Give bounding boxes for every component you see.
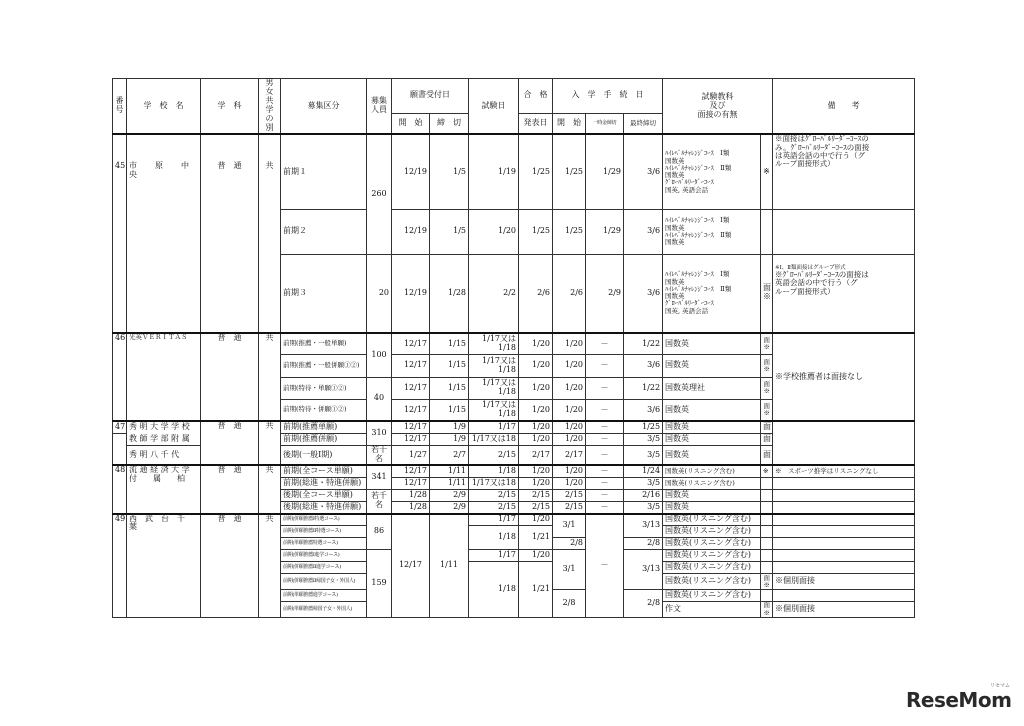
enroll-temp: － [586, 333, 624, 355]
header-pass: 合 格 [519, 79, 553, 114]
school-coed: 共 [259, 421, 281, 465]
enroll-start: 3/1 [553, 550, 586, 590]
remarks: ※個別面接 [773, 602, 915, 618]
enroll-final: 3/6 [624, 254, 663, 333]
enroll-final: 3/6 [624, 399, 663, 421]
exam-day: 2/15 [469, 489, 519, 501]
capacity: 310 [367, 421, 392, 445]
school-coed: 共 [259, 333, 281, 422]
exam-day: 1/17又は 1/18 [469, 399, 519, 421]
exam-day: 1/17又は 1/18 [469, 377, 519, 399]
interview-mark: 面※ [761, 355, 773, 377]
enroll-temp: － [586, 477, 624, 489]
table-row [113, 134, 915, 210]
school-number-spacer [113, 433, 127, 445]
school-name: 光英ＶＥＲＩＴＡＳ [127, 333, 201, 422]
resemom-logo-sub: リセマム [990, 683, 1010, 689]
enroll-start: 1/20 [553, 399, 586, 421]
exam-day: 1/17又は18 [469, 433, 519, 445]
app-end: 1/11 [430, 465, 469, 477]
header-enroll-start: 開 始 [553, 113, 586, 134]
app-start: 12/19 [392, 254, 430, 333]
category: 前期(併願推薦Ⅱ帰国子女・外国人) [281, 574, 367, 590]
subjects: 国数英 [663, 433, 761, 445]
interview-mark: 面 [761, 421, 773, 433]
category: 後期(一般Ⅰ期) [281, 446, 367, 466]
capacity: 159 [367, 550, 392, 618]
enroll-temp: － [586, 514, 624, 618]
subjects: 国数英 [663, 399, 761, 421]
school-coed: 共 [259, 514, 281, 618]
subjects: 国数英 [663, 501, 761, 513]
interview-mark [761, 590, 773, 602]
header-num: 番 号 [113, 79, 127, 135]
interview-mark: 面※ [761, 377, 773, 399]
remarks [773, 501, 915, 513]
app-start: 12/17 [392, 333, 430, 355]
table-row [113, 421, 915, 433]
school-dept: 普 通 [201, 465, 259, 513]
pass-day: 2/17 [519, 446, 553, 466]
exam-day: 2/2 [469, 254, 519, 333]
enroll-final: 3/5 [624, 501, 663, 513]
subjects: 国数英 [663, 489, 761, 501]
enroll-final: 3/13 [624, 514, 663, 538]
enroll-temp: － [586, 446, 624, 466]
enroll-final: 1/22 [624, 377, 663, 399]
school-name: 市 原 中 央 [127, 134, 201, 333]
enroll-temp: 1/29 [586, 210, 624, 254]
school-name-line-2: 付 属 柏 [129, 474, 185, 484]
pass-day: 1/20 [519, 465, 553, 477]
enroll-final: 1/22 [624, 333, 663, 355]
capacity: 40 [367, 377, 392, 421]
enroll-start: 2/8 [553, 590, 586, 618]
header-app-end: 締 切 [430, 113, 469, 134]
school-number: 49 [113, 514, 127, 618]
header-enroll-final: 最終締切 [624, 113, 663, 134]
enroll-start: 2/6 [553, 254, 586, 333]
pass-day: 1/20 [519, 550, 553, 562]
app-end: 1/28 [430, 254, 469, 333]
enroll-temp: － [586, 501, 624, 513]
pass-day: 1/21 [519, 526, 553, 550]
capacity: 若干名 [367, 446, 392, 466]
category: 後期(総進・特進併願) [281, 501, 367, 513]
enroll-start: 1/20 [553, 355, 586, 377]
capacity: 若千名 [367, 489, 392, 513]
enroll-start: 1/25 [553, 210, 586, 254]
app-end: 1/5 [430, 134, 469, 210]
app-end: 1/15 [430, 333, 469, 355]
category: 前期(単願推薦進学コース) [281, 590, 367, 602]
category: 前期２ [281, 210, 367, 254]
pass-day: 1/20 [519, 514, 553, 526]
enroll-temp: 2/9 [586, 254, 624, 333]
remarks [773, 477, 915, 489]
header-coed: 男 女 共 学 の 別 [259, 79, 281, 135]
capacity: 100 [367, 333, 392, 377]
app-start: 12/17 [392, 514, 430, 618]
header-capacity: 募集 人員 [367, 79, 392, 135]
app-end: 1/11 [430, 514, 469, 618]
pass-day: 1/20 [519, 377, 553, 399]
category: 前期(推薦単願) [281, 421, 367, 433]
capacity: 260 [367, 134, 392, 254]
interview-mark [761, 550, 773, 562]
enroll-final: 1/24 [624, 465, 663, 477]
subjects: 国数英(リスニング含む) [663, 526, 761, 538]
subjects: 国数英(リスニング含む) [663, 538, 761, 550]
subjects: 国数英(リスニング含む) [663, 477, 761, 489]
app-end: 1/15 [430, 355, 469, 377]
exam-day: 1/17 [469, 421, 519, 433]
admission-schedule-table [112, 78, 915, 618]
exam-day: 2/15 [469, 501, 519, 513]
subjects: 国数英理社 [663, 377, 761, 399]
school-name-line-2: 教 師 学 部 附 属 [127, 433, 201, 445]
remarks [773, 254, 915, 333]
capacity: 86 [367, 514, 392, 550]
school-dept: 普 通 [201, 514, 259, 618]
app-end: 1/11 [430, 477, 469, 489]
enroll-final: 3/5 [624, 477, 663, 489]
category: 前期１ [281, 134, 367, 210]
capacity: 341 [367, 465, 392, 489]
exam-day: 1/18 [469, 526, 519, 550]
enroll-temp: － [586, 377, 624, 399]
interview-mark [761, 562, 773, 574]
category: 前期(単願推薦帰国子女・外国人) [281, 602, 367, 618]
interview-mark: 面※ [761, 254, 773, 333]
school-number: 47 [113, 421, 127, 433]
pass-day: 2/6 [519, 254, 553, 333]
pass-day: 1/20 [519, 421, 553, 433]
category: 前期(単願推薦特選コース) [281, 538, 367, 550]
header-app-start: 開 始 [392, 113, 430, 134]
app-end: 2/7 [430, 446, 469, 466]
pass-day: 1/20 [519, 399, 553, 421]
app-start: 12/19 [392, 210, 430, 254]
app-start: 12/17 [392, 377, 430, 399]
pass-day: 2/15 [519, 489, 553, 501]
exam-day: 1/19 [469, 134, 519, 210]
subjects: 国数英(リスニング含む) [663, 550, 761, 562]
subjects: 国数英(リスニング含む) [663, 562, 761, 574]
subjects: 国数英 [663, 355, 761, 377]
subjects: 国数英 [663, 446, 761, 466]
enroll-temp: － [586, 433, 624, 445]
subjects: 国数英(リスニング含む) [663, 514, 761, 526]
exam-day: 2/15 [469, 446, 519, 466]
header-enroll: 入 学 手 続 日 [553, 79, 663, 114]
table-row [113, 514, 915, 526]
enroll-start: 1/20 [553, 377, 586, 399]
enroll-temp: 1/29 [586, 134, 624, 210]
resemom-logo: ReseMom [906, 688, 1012, 712]
header-subjects: 試験教科 及び 面接の有無 [663, 79, 773, 135]
subjects: ﾊｲﾚﾍﾞﾙﾁｬﾚﾝｼﾞｺｰｽ Ⅰ類 国数英 ﾊｲﾚﾍﾞﾙﾁｬﾚﾝｼﾞｺｰｽ Ⅱ類 国数英 ｸﾞﾛｰﾊﾞﾙﾘｰﾀﾞｰｺｰｽ 国英, 英語会話 [663, 134, 761, 210]
school-dept: 普 通 [201, 134, 259, 333]
enroll-final: 1/25 [624, 421, 663, 433]
remarks-small: ※Ⅰ、Ⅱ類面接はグループ形式 [775, 264, 846, 271]
app-end: 1/9 [430, 433, 469, 445]
subjects: 国数英(リスニング含む) [663, 574, 761, 590]
subjects: 国数英(リスニング含む) [663, 590, 761, 602]
interview-mark: 面 [761, 433, 773, 445]
table-row [113, 333, 915, 355]
interview-mark: ※ [761, 134, 773, 210]
header-row-1 [113, 79, 915, 114]
interview-mark: ※ [761, 465, 773, 477]
header-application: 願書受付日 [392, 79, 469, 114]
enroll-start: 1/20 [553, 421, 586, 433]
remarks [773, 210, 915, 254]
enroll-start: 1/20 [553, 333, 586, 355]
header-dept: 学 科 [201, 79, 259, 135]
pass-day: 1/20 [519, 333, 553, 355]
subjects: 作文 [663, 602, 761, 618]
header-category: 募集区分 [281, 79, 367, 135]
interview-mark [761, 514, 773, 526]
enroll-start: 1/25 [553, 134, 586, 210]
app-start: 1/28 [392, 489, 430, 501]
enroll-start: 3/1 [553, 514, 586, 538]
enroll-final: 3/5 [624, 446, 663, 466]
exam-day: 1/18 [469, 562, 519, 618]
interview-mark: 面※ [761, 333, 773, 355]
app-end: 1/15 [430, 377, 469, 399]
school-name-line-1: 秀 明 大 学 学 校 [127, 421, 201, 433]
enroll-start: 1/20 [553, 433, 586, 445]
pass-day: 1/25 [519, 134, 553, 210]
app-end: 2/9 [430, 501, 469, 513]
interview-mark: 面※ [761, 602, 773, 618]
remarks [773, 526, 915, 538]
category: 前期(併願推薦Ⅱ進学コース) [281, 562, 367, 574]
app-end: 1/15 [430, 399, 469, 421]
exam-day: 1/17又は18 [469, 477, 519, 489]
enroll-temp: － [586, 489, 624, 501]
enroll-final: 2/8 [624, 590, 663, 618]
category: 前期(全コース単願) [281, 465, 367, 477]
remarks: ※面接はｸﾞﾛｰﾊﾞﾙﾘｰﾀﾞｰｺｰｽの み。ｸﾞﾛｰﾊﾞﾙﾘｰﾀﾞｰｺｰｽの面接 は英語会話の中で行う（グ ループ面接形式） [773, 134, 915, 210]
remarks-text: ※ｸﾞﾛｰﾊﾞﾙﾘｰﾀﾞｰｺｰｽの面接は 英語会話の中で行う（グ ループ面接形式） [775, 269, 869, 296]
interview-mark: 面※ [761, 574, 773, 590]
interview-mark [761, 538, 773, 550]
header-exam-day: 試験日 [469, 79, 519, 135]
capacity: 20 [367, 254, 392, 333]
enroll-final: 3/6 [624, 134, 663, 210]
app-end: 1/5 [430, 210, 469, 254]
category: 前期(併願推薦Ⅰ進学コース) [281, 550, 367, 562]
enroll-final: 3/13 [624, 550, 663, 590]
pass-day: 1/20 [519, 355, 553, 377]
subjects: ﾊｲﾚﾍﾞﾙﾁｬﾚﾝｼﾞｺｰｽ Ⅰ類 国数英 ﾊｲﾚﾍﾞﾙﾁｬﾚﾝｼﾞｺｰｽ Ⅱ類 国数英 ｸﾞﾛｰﾊﾞﾙﾘｰﾀﾞｰｺｰｽ 国英, 英語会話 [663, 254, 761, 333]
enroll-start: 2/17 [553, 446, 586, 466]
enroll-temp: － [586, 465, 624, 477]
table-row [113, 465, 915, 477]
school-number: 45 [113, 134, 127, 333]
header-pass-day: 発表日 [519, 113, 553, 134]
category: 前期(推薦・一般併願①②) [281, 355, 367, 377]
app-start: 1/27 [392, 446, 430, 466]
app-end: 2/9 [430, 489, 469, 501]
app-start: 12/17 [392, 399, 430, 421]
category: 前期(併願推薦Ⅱ特選コース) [281, 526, 367, 538]
remarks [773, 590, 915, 602]
subjects: 国数英 [663, 333, 761, 355]
interview-mark [761, 210, 773, 254]
pass-day: 2/15 [519, 501, 553, 513]
remarks [773, 550, 915, 562]
subjects: 国数英 [663, 421, 761, 433]
interview-mark: 面※ [761, 399, 773, 421]
category: 前期(推薦・一般単願) [281, 333, 367, 355]
pass-day: 1/25 [519, 210, 553, 254]
remarks [773, 562, 915, 574]
enroll-final: 3/6 [624, 355, 663, 377]
remarks: ※学校推薦者は面接なし [773, 333, 915, 422]
school-name-line-3: 秀 明 八 千 代 [127, 446, 201, 466]
category: 前期(特待・単願①②) [281, 377, 367, 399]
header-school: 学 校 名 [127, 79, 201, 135]
app-end: 1/9 [430, 421, 469, 433]
app-start: 12/19 [392, 134, 430, 210]
category: 前期(推薦併願) [281, 433, 367, 445]
enroll-temp: － [586, 355, 624, 377]
enroll-temp: － [586, 399, 624, 421]
interview-mark [761, 526, 773, 538]
remarks [773, 421, 915, 465]
enroll-start: 2/15 [553, 501, 586, 513]
category: 前期(併願推薦Ⅰ特選コース) [281, 514, 367, 526]
school-number-spacer [113, 446, 127, 466]
exam-day: 1/20 [469, 210, 519, 254]
category: 前期３ [281, 254, 367, 333]
category: 後期(全コース単願) [281, 489, 367, 501]
remarks [773, 489, 915, 501]
enroll-final: 2/8 [624, 538, 663, 550]
school-name: 西 武 台 千 葉 [127, 514, 201, 618]
school-dept: 普 通 [201, 421, 259, 465]
enroll-final: 2/16 [624, 489, 663, 501]
interview-mark [761, 501, 773, 513]
interview-mark: 面 [761, 446, 773, 466]
app-start: 12/17 [392, 465, 430, 477]
enroll-start: 1/20 [553, 477, 586, 489]
subjects: ﾊｲﾚﾍﾞﾙﾁｬﾚﾝｼﾞｺｰｽ Ⅰ類 国数英 ﾊｲﾚﾍﾞﾙﾁｬﾚﾝｼﾞｺｰｽ Ⅱ類 国数英 [663, 210, 761, 254]
school-number: 48 [113, 465, 127, 513]
interview-mark [761, 489, 773, 501]
remarks [773, 538, 915, 550]
app-start: 12/17 [392, 477, 430, 489]
subjects: 国数英(リスニング含む) [663, 465, 761, 477]
app-start: 12/17 [392, 421, 430, 433]
exam-day: 1/17又は 1/18 [469, 333, 519, 355]
remarks [773, 514, 915, 526]
app-start: 12/17 [392, 433, 430, 445]
app-start: 1/28 [392, 501, 430, 513]
pass-day: 1/20 [519, 433, 553, 445]
enroll-final: 3/5 [624, 433, 663, 445]
pass-day: 1/20 [519, 477, 553, 489]
exam-day: 1/17 [469, 514, 519, 526]
school-name [127, 465, 201, 513]
app-start: 12/17 [392, 355, 430, 377]
school-coed: 共 [259, 465, 281, 513]
school-dept: 普 通 [201, 333, 259, 422]
enroll-start: 2/8 [553, 538, 586, 550]
remarks: ※ スポーツ推学はリスニングなし [773, 465, 915, 477]
enroll-start: 1/20 [553, 465, 586, 477]
exam-day: 1/17 [469, 550, 519, 562]
interview-mark [761, 477, 773, 489]
exam-day: 1/18 [469, 465, 519, 477]
school-name-line-1: 流 通 経 済 大 学 [129, 465, 190, 475]
enroll-final: 3/6 [624, 210, 663, 254]
header-remarks: 備 考 [773, 79, 915, 135]
enroll-start: 2/15 [553, 489, 586, 501]
pass-day: 1/21 [519, 562, 553, 618]
header-enroll-temp: 一時金締切 [586, 113, 624, 134]
exam-day: 1/17又は 1/18 [469, 355, 519, 377]
school-coed: 共 [259, 134, 281, 333]
school-number: 46 [113, 333, 127, 422]
remarks: ※個別面接 [773, 574, 915, 590]
enroll-temp: － [586, 421, 624, 433]
category: 前期(総進・特進併願) [281, 477, 367, 489]
category: 前期(特待・併願①②) [281, 399, 367, 421]
